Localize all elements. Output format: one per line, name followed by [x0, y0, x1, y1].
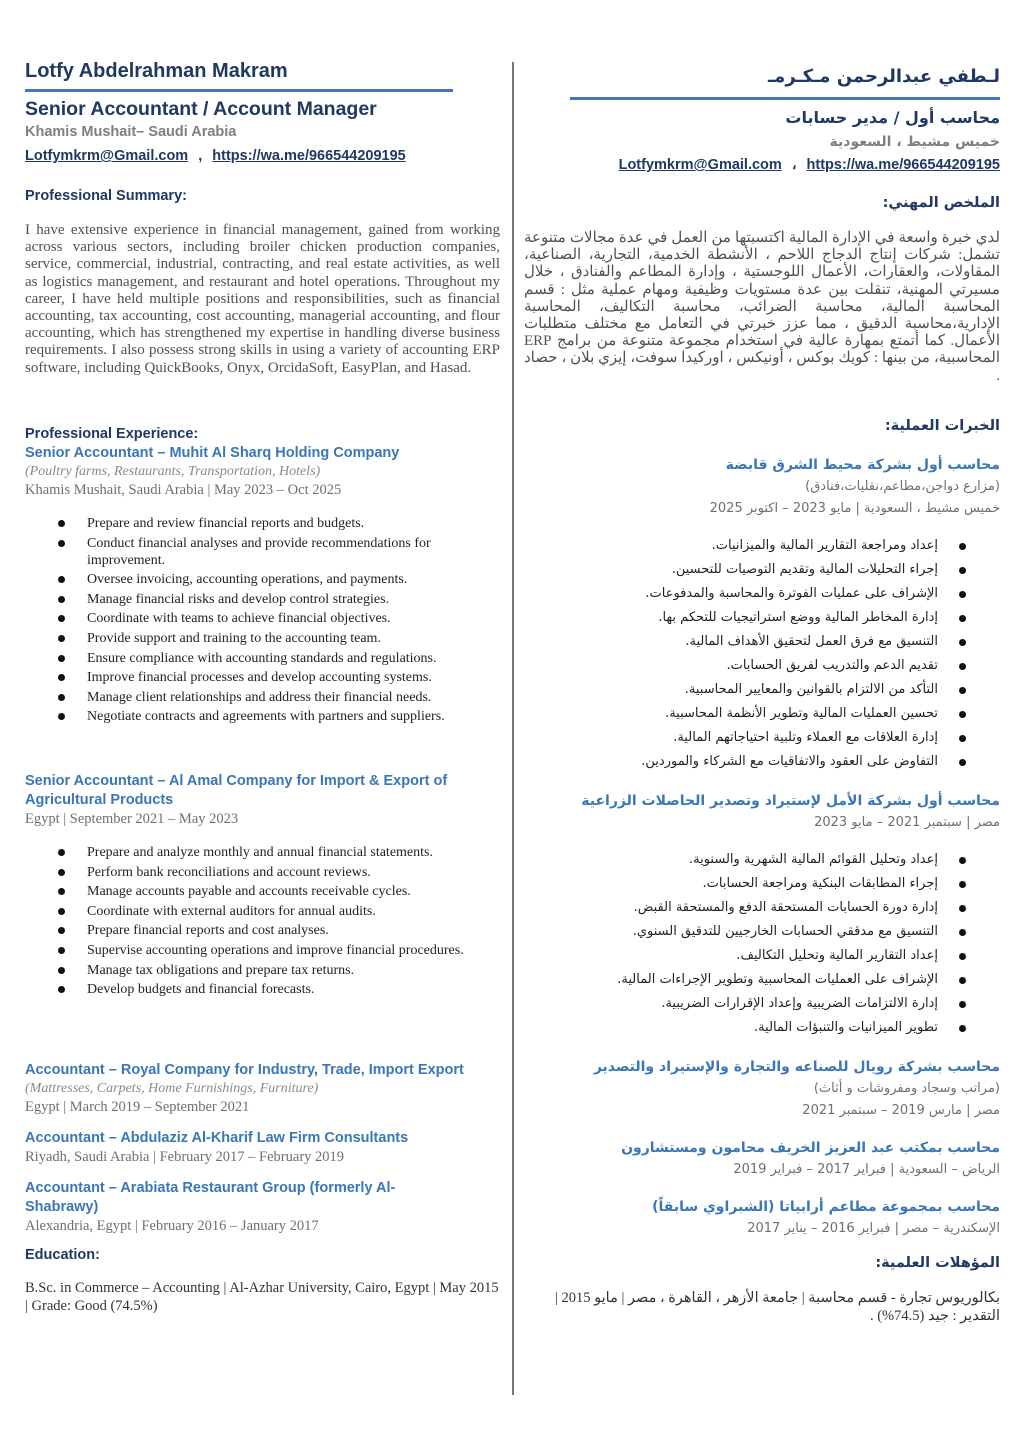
education-heading-en: Education:: [25, 1247, 100, 1263]
column-divider: [512, 62, 514, 1395]
job-title: Accountant – Abdulaziz Al-Kharif Law Firm Consultants: [25, 1130, 409, 1146]
job-meta: Riyadh, Saudi Arabia | February 2017 – February 2019: [25, 1149, 345, 1165]
location-en: Khamis Mushait– Saudi Arabia: [25, 124, 237, 140]
bullet-item: إعداد التقارير المالية وتحليل التكاليف.: [524, 944, 1000, 968]
bullet-item: Coordinate with teams to achieve financial objectives.: [25, 610, 500, 627]
job-meta: مصر | مارس 2019 – سبتمبر 2021: [802, 1103, 1000, 1118]
job-meta: Alexandria, Egypt | February 2016 – January 2017: [25, 1218, 319, 1234]
bullet-item: Manage accounts payable and accounts receivable cycles.: [25, 883, 500, 900]
job-ar-3: [524, 1137, 1000, 1181]
job-ar-1: [524, 790, 1000, 1040]
job-title: Accountant – Royal Company for Industry, Trade, Import Export: [25, 1062, 464, 1078]
bullet-item: إعداد ومراجعة التقارير المالية والميزانيات.: [524, 534, 1000, 558]
job-sectors: (Poultry farms, Restaurants, Transportation, Hotels): [25, 464, 321, 479]
job-title: محاسب أول بشركة محيط الشرق قابضة: [725, 457, 1000, 473]
bullet-item: Perform bank reconciliations and account reviews.: [25, 864, 500, 881]
job-title: محاسب بمجموعة مطاعم أرابياتا (الشبراوي سابقاً): [652, 1199, 1000, 1215]
bullet-item: Coordinate with external auditors for annual audits.: [25, 903, 500, 920]
job-title: محاسب أول بشركة الأمل لإستيراد وتصدير الحاصلات الزراعية: [581, 793, 1000, 809]
bullet-item: Prepare financial reports and cost analyses.: [25, 922, 500, 939]
job-ar-2: [524, 1056, 1000, 1122]
bullet-item: تحسين العمليات المالية وتطوير الأنظمة المحاسبية.: [524, 702, 1000, 726]
job-en-0: [25, 444, 500, 728]
contact-links-ar: [524, 157, 1000, 173]
job-en-2: [25, 1061, 500, 1116]
job-sectors: (مزارع دواجن،مطاعم،نقليات،فنادق): [805, 479, 1000, 494]
bullet-item: Prepare and analyze monthly and annual financial statements.: [25, 844, 500, 861]
bullet-item: تطوير الميزانيات والتنبؤات المالية.: [524, 1016, 1000, 1040]
job-sectors: (Mattresses, Carpets, Home Furnishings, Furniture): [25, 1081, 319, 1096]
bullet-item: التنسيق مع مدققي الحسابات الخارجيين للتدقيق السنوي.: [524, 920, 1000, 944]
bullet-item: إجراء المطابقات البنكية ومراجعة الحسابات.: [524, 872, 1000, 896]
job-bullets: [524, 534, 1000, 774]
email-link[interactable]: Lotfymkrm@Gmail.com: [618, 157, 782, 173]
bullet-item: Provide support and training to the accounting team.: [25, 630, 500, 647]
bullet-item: الإشراف على عمليات الفوترة والمحاسبة والمدفوعات.: [524, 582, 1000, 606]
separator: ،: [791, 157, 797, 173]
whatsapp-link[interactable]: https://wa.me/966544209195: [806, 157, 1000, 173]
summary-en: I have extensive experience in financial management, gained from working across various sectors, including broiler chicken production companies, service, commercial, industrial, contracting, and real estate activities, as well as logistics management, and restaurant and hotel operations. Throughout my career, I have held multiple positions and responsibilities, such as financial accounting, tax accounting, cost accounting, managerial accounting, and flour accounting, which has strengthened my expertise in handling diverse business requirements. I also possess strong skills in using a variety of accounting ERP software, including QuickBooks, Onyx, OrcidaSoft, EasyPlan, and Hasad.: [25, 222, 500, 376]
bullet-item: Improve financial processes and develop accounting systems.: [25, 669, 500, 686]
summary-heading-en: Professional Summary:: [25, 188, 187, 204]
whatsapp-link[interactable]: https://wa.me/966544209195: [212, 148, 406, 164]
job-title: Accountant – Arabiata Restaurant Group (formerly Al-Shabrawy): [25, 1180, 396, 1215]
job-en-1: [25, 772, 500, 1001]
bullet-item: إعداد وتحليل القوائم المالية الشهرية والسنوية.: [524, 848, 1000, 872]
job-meta: خميس مشيط ، السعودية | مايو 2023 – اكتوبر 2025: [709, 501, 1000, 516]
job-title: Senior Accountant – Al Amal Company for Import & Export of Agricultural Products: [25, 773, 448, 808]
experience-heading-en: Professional Experience:: [25, 426, 199, 442]
job-bullets: [524, 848, 1000, 1040]
bullet-item: Develop budgets and financial forecasts.: [25, 981, 500, 998]
job-meta: مصر | سبتمبر 2021 – مايو 2023: [814, 815, 1000, 830]
location-ar: خميس مشيط ، السعودية: [829, 134, 1000, 150]
job-meta: الإسكندرية – مصر | فبراير 2016 – يناير 2017: [747, 1221, 1000, 1236]
bullet-item: إدارة الالتزامات الضريبية وإعداد الإقرارات الضريبية.: [524, 992, 1000, 1016]
bullet-item: إدارة دورة الحسابات المستحقة الدفع والمستحقة القبض.: [524, 896, 1000, 920]
job-en-3: [25, 1129, 500, 1166]
bullet-item: إجراء التحليلات المالية وتقديم التوصيات للتحسين.: [524, 558, 1000, 582]
bullet-item: Conduct financial analyses and provide recommendations for improvement.: [25, 535, 500, 569]
job-title-ar: محاسب أول / مدير حسابات: [785, 108, 1000, 127]
bullet-item: التأكد من الالتزام بالقوانين والمعايير المحاسبية.: [524, 678, 1000, 702]
name-en: Lotfy Abdelrahman Makram: [25, 60, 288, 82]
bullet-item: Prepare and review financial reports and budgets.: [25, 515, 500, 532]
summary-ar: لدي خبرة واسعة في الإدارة المالية اكتسبتها من العمل في عدة مجالات متنوعة تشمل: شركات إنتاج الدجاج اللاحم ، الأنشطة الخدمية، التجارية، الصناعية، المقاولات، والعقارات، الأعمال اللوجستية ، وإدارة المطاعم والفنادق ، خلال مسيرتي المهنية، تنقلت بين عدة مستويات وظيفية ومهام عملية مثل : قسم المحاسبة المالية، محاسبة الضرائب، محاسبة التكاليف، المحاسبة الإدارية،محاسبة الدقيق ، مما عزز خبرتي في التعامل مع مختلف متطلبات الأعمال. كما أتمتع بمهارة عالية في استخدام مجموعة متنوعة من برامج ERP المحاسبية، من بينها : كويك بوكس ، أونيكس ، اوركيدا سوفت، إيزي بلان ، حصاد .: [524, 230, 1000, 384]
bullet-item: Supervise accounting operations and improve financial procedures.: [25, 942, 500, 959]
header-rule-ar: [570, 97, 1000, 100]
job-bullets: [25, 515, 500, 725]
job-meta: Khamis Mushait, Saudi Arabia | May 2023 – Oct 2025: [25, 482, 342, 498]
job-title: محاسب بمكتب عبد العزيز الخريف محامون ومستشارون: [621, 1140, 1000, 1156]
job-ar-4: [524, 1196, 1000, 1240]
summary-heading-ar: الملخص المهني:: [882, 195, 1000, 211]
bullet-item: الإشراف على العمليات المحاسبية وتطوير الإجراءات المالية.: [524, 968, 1000, 992]
job-sectors: (مراتب وسجاد ومفروشات و أثاث): [813, 1081, 1000, 1096]
bullet-item: Manage client relationships and address their financial needs.: [25, 689, 500, 706]
job-title-en: Senior Accountant / Account Manager: [25, 98, 377, 120]
job-title: محاسب بشركة رويال للصناعه والتجارة والإستيراد والتصدير: [593, 1059, 1000, 1075]
job-title: Senior Accountant – Muhit Al Sharq Holding Company: [25, 445, 400, 461]
job-meta: Egypt | March 2019 – September 2021: [25, 1099, 250, 1115]
name-ar: لـطفي عبدالرحمن مـكـرمـ: [768, 66, 1000, 87]
header-rule-en: [25, 89, 453, 92]
bullet-item: Ensure compliance with accounting standards and regulations.: [25, 650, 500, 667]
bullet-item: التنسيق مع فرق العمل لتحقيق الأهداف المالية.: [524, 630, 1000, 654]
email-link[interactable]: Lotfymkrm@Gmail.com: [25, 148, 189, 164]
education-en: B.Sc. in Commerce – Accounting | Al-Azhar University, Cairo, Egypt | May 2015 | Grade: Good (74.5%): [25, 1280, 499, 1314]
job-ar-0: [524, 454, 1000, 774]
education-heading-ar: المؤهلات العلمية:: [875, 1255, 1000, 1271]
job-bullets: [25, 844, 500, 998]
job-en-4: [25, 1179, 445, 1235]
bullet-item: تقديم الدعم والتدريب لفريق الحسابات.: [524, 654, 1000, 678]
education-ar: بكالوريوس تجارة - قسم محاسبة | جامعة الأزهر ، القاهرة ، مصر | مايو 2015 | التقدير : جيد (74.5%) .: [554, 1290, 1000, 1324]
bullet-item: إدارة المخاطر المالية ووضع استراتيجيات للتحكم بها.: [524, 606, 1000, 630]
bullet-item: Oversee invoicing, accounting operations, and payments.: [25, 571, 500, 588]
bullet-item: Manage financial risks and develop control strategies.: [25, 591, 500, 608]
job-meta: Egypt | September 2021 – May 2023: [25, 811, 239, 827]
separator: ,: [198, 148, 203, 164]
bullet-item: Manage tax obligations and prepare tax returns.: [25, 962, 500, 979]
experience-heading-ar: الخبرات العملية:: [884, 418, 1000, 434]
bullet-item: إدارة العلاقات مع العملاء وتلبية احتياجاتهم المالية.: [524, 726, 1000, 750]
bullet-item: التفاوض على العقود والاتفاقيات مع الشركاء والموردين.: [524, 750, 1000, 774]
contact-links-en: [25, 148, 500, 164]
job-meta: الرياض – السعودية | فبراير 2017 – فبراير 2019: [733, 1162, 1000, 1177]
bullet-item: Negotiate contracts and agreements with partners and suppliers.: [25, 708, 500, 725]
